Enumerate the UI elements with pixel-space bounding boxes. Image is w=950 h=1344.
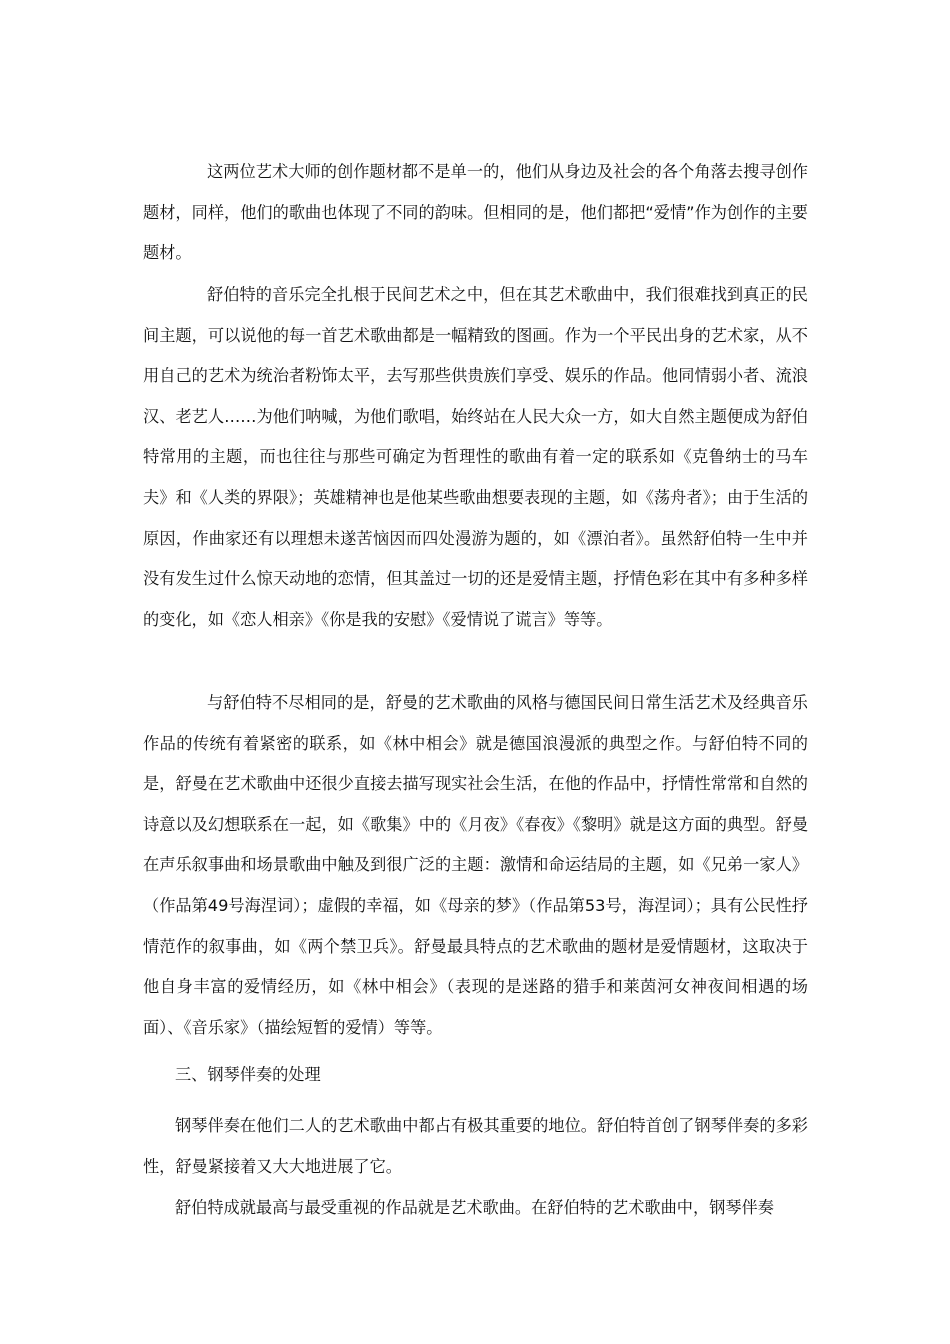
paragraph-schumann-themes: 与舒伯特不尽相同的是，舒曼的艺术歌曲的风格与德国民间日常生活艺术及经典音乐作品的传统有着紧密的联系，如《林中相会》就是德国浪漫派的典型之作。与舒伯特不同的是，舒曼在艺术歌曲中还很少直接去描写现实社会生活，在他的作品中，抒情性常常和自然的诗意以及幻想联系在一起，如《歌集》中的《月夜》《春夜》《黎明》就是这方面的典型。舒曼在声乐叙事曲和场景歌曲中触及到很广泛的主题：激情和命运结局的主题，如《兄弟一家人》（作品第49号海涅词）；虚假的幸福，如《母亲的梦》（作品第53号，海涅词）；具有公民性抒情范作的叙事曲，如《两个禁卫兵》。舒曼最具特点的艺术歌曲的题材是爱情题材，这取决于他自身丰富的爱情经历，如《林中相会》（表现的是迷路的猎手和莱茵河女神夜间相遇的场面）、《音乐家》（描绘短暂的爱情）等等。 <box>143 693 808 1037</box>
paragraph-schubert-themes: 舒伯特的音乐完全扎根于民间艺术之中，但在其艺术歌曲中，我们很难找到真正的民间主题，可以说他的每一首艺术歌曲都是一幅精致的图画。作为一个平民出身的艺术家，从不用自己的艺术为统治者粉饰太平，去写那些供贵族们享受、娱乐的作品。他同情弱小者、流浪汉、老艺人……为他们呐喊，为他们歌唱，始终站在人民大众一方，如大自然主题便成为舒伯特常用的主题，而也往往与那些可确定为哲理性的歌曲有着一定的联系如《克鲁纳士的马车夫》和《人类的界限》；英雄精神也是他某些歌曲想要表现的主题，如《荡舟者》；由于生活的原因，作曲家还有以理想未遂苦恼因而四处漫游为题的，如《漂泊者》。虽然舒伯特一生中并没有发生过什么惊天动地的恋情，但其盖过一切的还是爱情主题，抒情色彩在其中有多种多样的变化，如《恋人相亲》《你是我的安慰》《爱情说了谎言》等等。 <box>143 285 808 629</box>
section-heading-piano-accompaniment: 三、钢琴伴奏的处理 <box>175 1065 321 1084</box>
paragraph-creative-themes: 这两位艺术大师的创作题材都不是单一的，他们从身边及社会的各个角落去搜寻创作题材，同样，他们的歌曲也体现了不同的韵味。但相同的是，他们都把“爱情”作为创作的主要题材。 <box>143 162 808 263</box>
paragraph-schubert-songs: 舒伯特成就最高与最受重视的作品就是艺术歌曲。在舒伯特的艺术歌曲中，钢琴伴奏 <box>175 1198 774 1217</box>
paragraph-piano-accompaniment: 钢琴伴奏在他们二人的艺术歌曲中都占有极其重要的地位。舒伯特首创了钢琴伴奏的多彩性，舒曼紧接着又大大地进展了它。 <box>143 1116 808 1176</box>
